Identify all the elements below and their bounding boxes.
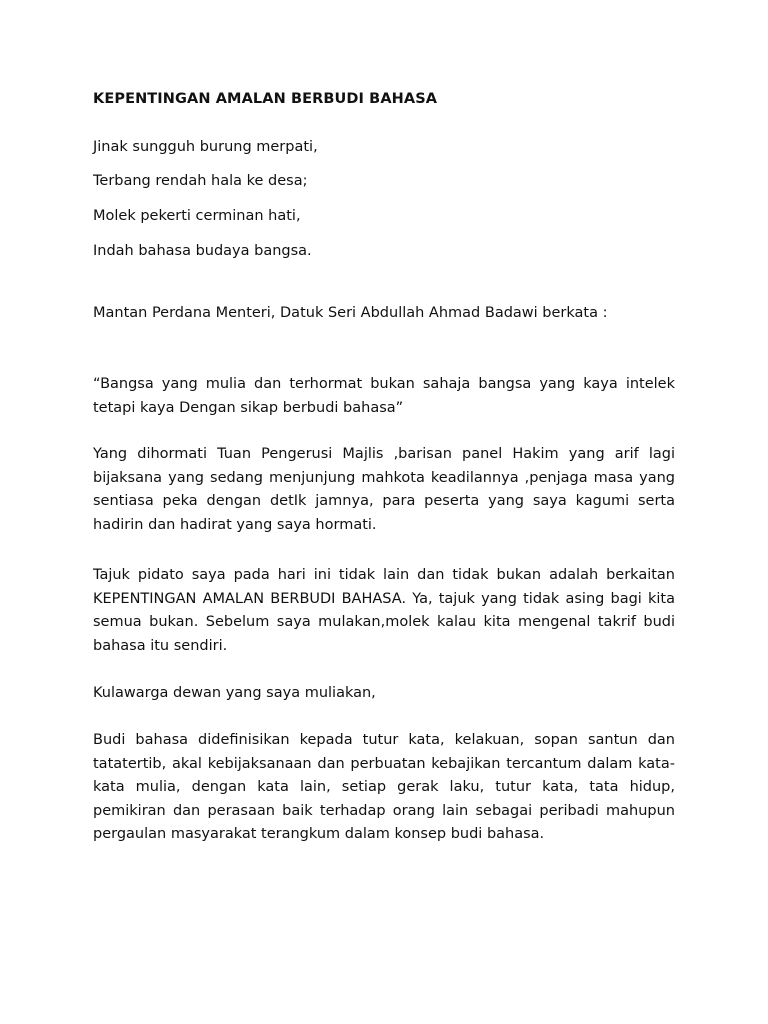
document-title: KEPENTINGAN AMALAN BERBUDI BAHASA — [93, 91, 438, 107]
poem-line-4: Indah bahasa budaya bangsa. — [93, 243, 312, 259]
paragraph-address: Kulawarga dewan yang saya muliakan, — [93, 685, 376, 701]
poem-line-1: Jinak sungguh burung merpati, — [93, 139, 318, 155]
poem-line-2: Terbang rendah hala ke desa; — [93, 173, 308, 189]
paragraph-quote: “Bangsa yang mulia dan terhormat bukan sahaja bangsa yang kaya intelek tetapi kaya Dengan sikap berbudi bahasa” — [93, 376, 675, 416]
paragraph-salutation: Yang dihormati Tuan Pengerusi Majlis ,barisan panel Hakim yang arif lagi bijaksana yang sedang menjunjung mahkota keadilannya ,penjaga masa yang sentiasa peka dengan detIk jamnya, para peserta yang saya kagumi serta hadirin dan hadirat yang saya hormati. — [93, 446, 675, 533]
paragraph-definition: Budi bahasa didefinisikan kepada tutur kata, kelakuan, sopan santun dan tatatertib, akal kebijaksanaan dan perbuatan kebajikan tercantum dalam kata-kata mulia, dengan kata lain, setiap gerak laku, tutur kata, tata hidup, pemikiran dan perasaan baik terhadap orang lain sebagai peribadi mahupun pergaulan masyarakat terangkum dalam konsep budi bahasa. — [93, 732, 675, 843]
poem-line-3: Molek pekerti cerminan hati, — [93, 208, 301, 224]
paragraph-quote-intro: Mantan Perdana Menteri, Datuk Seri Abdullah Ahmad Badawi berkata : — [93, 305, 608, 321]
paragraph-topic: Tajuk pidato saya pada hari ini tidak lain dan tidak bukan adalah berkaitan KEPENTINGAN AMALAN BERBUDI BAHASA. Ya, tajuk yang tidak asing bagi kita semua bukan. Sebelum saya mulakan,molek kalau kita mengenal takrif budi bahasa itu sendiri. — [93, 567, 675, 654]
